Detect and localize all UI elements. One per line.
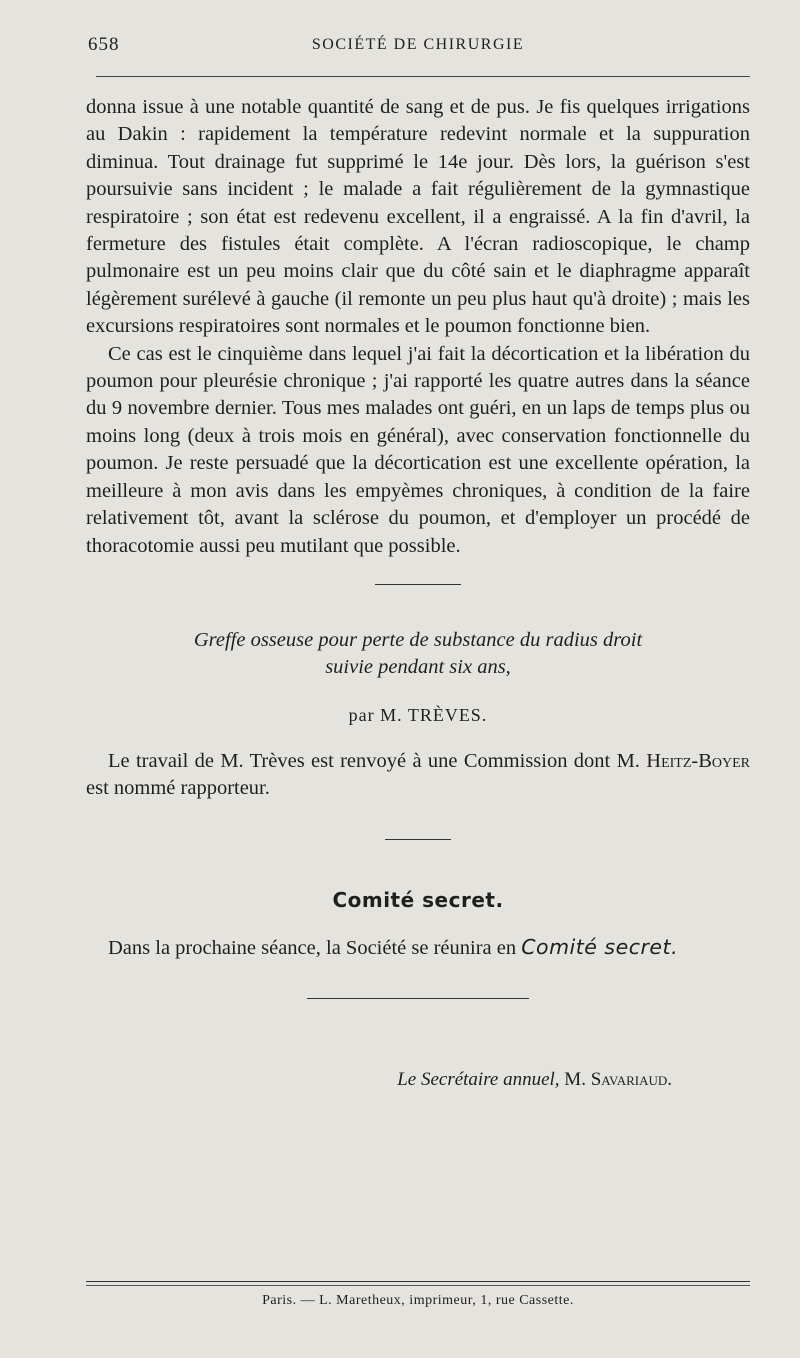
signature-name: Savariaud. — [590, 1069, 672, 1091]
article-text: Le travail de M. Trèves est renvoyé à une Commission dont M. — [108, 749, 647, 772]
article-text: est nommé rapporteur. — [86, 777, 270, 800]
section-divider — [307, 998, 529, 999]
section-divider — [385, 839, 451, 840]
running-head: SOCIÉTÉ DE CHIRURGIE — [311, 36, 525, 53]
footer-rule — [86, 1281, 750, 1282]
comite-emphasis: Comité secret. — [521, 934, 679, 959]
section-divider — [375, 584, 461, 585]
page-number: 658 — [88, 34, 120, 55]
comite-paragraph — [86, 934, 750, 962]
article-title-line: suivie pendant six ans, — [325, 655, 511, 678]
paragraph-continued: donna issue à une notable quantité de sang et de pus. Je fis quelques irrigations au Dakin : rapidement la température redevint normale et la suppuration diminua. Tout drainage fut supprimé le 14e jour. Dès lors, la guérison s'est poursuivie sans incident ; le malade a fait régulièrement de la gymnastique respiratoire ; son état est redevenu excellent, il a engraissé. A la fin d'avril, la fermeture des fistules était complète. A l'écran radioscopique, le champ pulmonaire est un peu moins clair que du côté sain et le diaphragme apparaît légèrement surélevé à gauche (il remonte un peu plus haut qu'à droite) ; mais les excursions respiratoires sont normales et le poumon fonctionne bien. — [86, 96, 750, 338]
signature — [86, 1069, 750, 1091]
page-header — [86, 34, 750, 62]
signature-role: Le Secrétaire annuel, — [397, 1069, 560, 1091]
comite-text: Dans la prochaine séance, la Société se réunira en — [108, 936, 522, 959]
article-title-line: Greffe osseuse pour perte de substance du radius droit — [193, 628, 643, 651]
printer-imprint: Paris. — L. Maretheux, imprimeur, 1, rue Cassette. — [262, 1293, 574, 1308]
rapporteur-name: Heitz-Boyer — [646, 749, 750, 772]
signature-prefix: M. — [564, 1069, 586, 1091]
section-heading: Comité secret. — [332, 887, 504, 912]
header-rule — [96, 76, 750, 77]
footer-rule — [86, 1285, 750, 1286]
article-author: par M. TRÈVES. — [348, 704, 488, 725]
article-title — [86, 627, 750, 681]
page-body — [86, 94, 750, 1091]
article-paragraph — [86, 748, 750, 803]
paragraph-conclusion: Ce cas est le cinquième dans lequel j'ai fait la décortication et la libération du poumon pour pleurésie chronique ; j'ai rapporté les quatre autres dans la séance du 9 novembre dernier. Tous mes malades ont guéri, en un laps de temps plus ou moins long (deux à trois mois en général), avec conservation fonctionnelle du poumon. Je reste persuadé que la décortication est une excellente opération, la meilleure à mon avis dans les empyèmes chroniques, à condition de la faire relativement tôt, avant la sclérose du poumon, et d'employer un procédé de thoracotomie aussi peu mutilant que possible. — [86, 342, 750, 557]
